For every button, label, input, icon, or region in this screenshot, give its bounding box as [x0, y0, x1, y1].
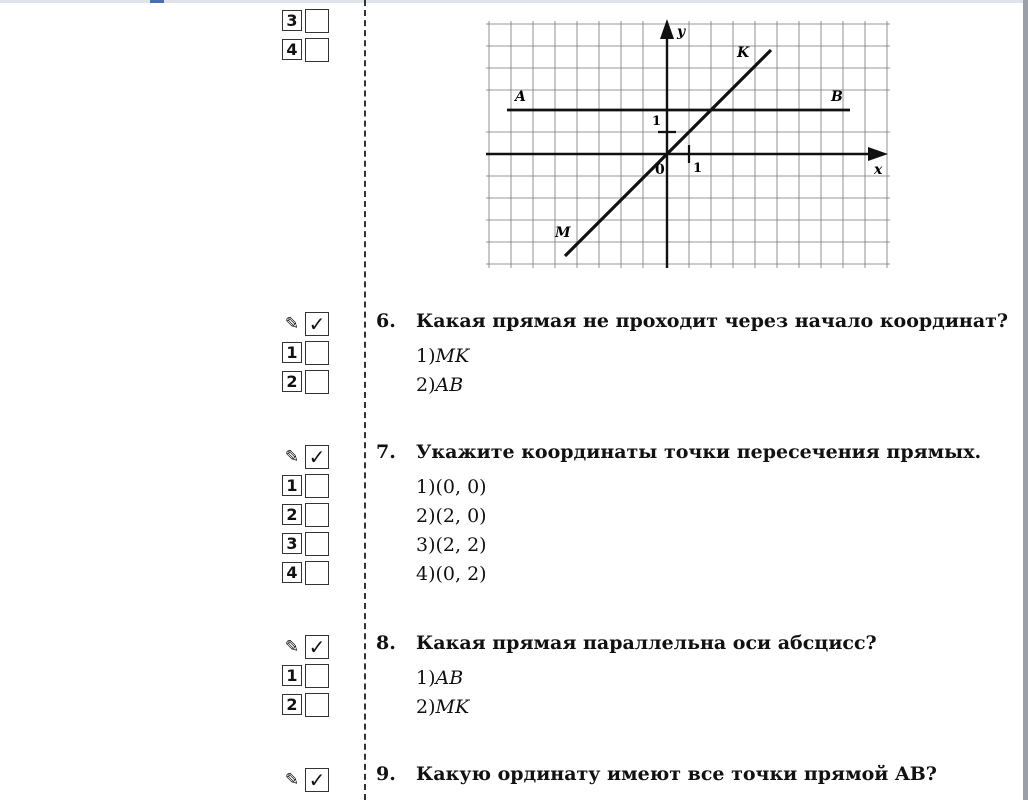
option-number-label: 2) — [416, 374, 436, 396]
answer-column-q6 — [282, 311, 329, 398]
viewer-tab-accent — [150, 0, 164, 3]
answer-column-q9 — [282, 767, 329, 796]
option-value: MK — [435, 345, 470, 367]
question-9 — [376, 763, 937, 785]
answer-box[interactable] — [305, 693, 329, 717]
answer-box[interactable] — [305, 474, 329, 498]
option-number: 1 — [282, 342, 302, 363]
option-value: MK — [435, 696, 470, 718]
option-item — [416, 664, 877, 693]
option-item — [416, 371, 1008, 400]
option-number: 4 — [282, 562, 302, 583]
option-number: 1 — [282, 665, 302, 686]
y-axis-arrow — [660, 19, 674, 39]
question-text: Какую ординату имеют все точки прямой AB? — [416, 763, 937, 785]
pen-icon: ✎ — [284, 769, 300, 790]
answer-header-row — [282, 311, 329, 336]
x-axis-label: x — [874, 162, 883, 178]
option-number-label: 2) — [416, 505, 436, 527]
answer-box[interactable] — [305, 532, 329, 556]
point-a-label: A — [515, 89, 526, 105]
question-text: Какая прямая не проходит через начало координат? — [416, 310, 1009, 332]
option-number: 4 — [282, 39, 302, 60]
question-7 — [376, 441, 981, 589]
option-value: (0, 2) — [435, 563, 487, 585]
point-k-label: K — [737, 45, 750, 61]
question-number: 9. — [376, 763, 396, 785]
question-text: Укажите координаты точки пересечения прямых. — [416, 441, 982, 463]
options-list — [416, 342, 1008, 400]
answer-row — [282, 502, 329, 527]
answer-box[interactable] — [305, 38, 329, 62]
answer-box[interactable] — [305, 503, 329, 527]
answer-column-q7 — [282, 444, 329, 589]
answer-row — [282, 692, 329, 717]
question-number: 7. — [376, 441, 396, 463]
option-value: (0, 0) — [435, 476, 487, 498]
checkmark-icon: ✓ — [305, 768, 329, 792]
y-axis-label: y — [677, 24, 686, 40]
answer-row — [282, 663, 329, 688]
option-number-label: 2) — [416, 696, 436, 718]
question-header — [376, 441, 981, 463]
answer-row — [282, 8, 329, 33]
option-item — [416, 560, 981, 589]
checkmark-icon: ✓ — [305, 635, 329, 659]
answer-box[interactable] — [305, 664, 329, 688]
x-unit-label: 1 — [693, 161, 703, 176]
answer-box[interactable] — [305, 9, 329, 33]
option-number-label: 1) — [416, 345, 436, 367]
question-6 — [376, 310, 1008, 400]
question-8 — [376, 632, 877, 722]
question-text: Какая прямая параллельна оси абсцисс? — [416, 632, 877, 654]
options-list — [416, 664, 877, 722]
option-number: 3 — [282, 10, 302, 31]
option-number-label: 1) — [416, 476, 436, 498]
answer-row — [282, 37, 329, 62]
viewer-scrollbar[interactable] — [1023, 0, 1028, 800]
option-item — [416, 502, 981, 531]
option-number: 3 — [282, 533, 302, 554]
answer-box[interactable] — [305, 561, 329, 585]
option-value: (2, 0) — [435, 505, 487, 527]
option-item — [416, 473, 981, 502]
question-header — [376, 763, 937, 785]
question-number: 8. — [376, 632, 396, 654]
option-number: 2 — [282, 694, 302, 715]
option-number: 2 — [282, 371, 302, 392]
answer-header-row — [282, 634, 329, 659]
question-header — [376, 310, 1008, 332]
answer-header-row — [282, 444, 329, 469]
question-number: 6. — [376, 310, 396, 332]
coordinate-graph — [482, 14, 894, 276]
pen-icon: ✎ — [284, 313, 300, 334]
cut-line — [364, 0, 366, 800]
point-b-label: B — [831, 89, 843, 105]
option-number: 2 — [282, 504, 302, 525]
option-item — [416, 693, 877, 722]
option-number-label: 1) — [416, 667, 436, 689]
option-value: AB — [435, 374, 464, 396]
pen-icon: ✎ — [284, 446, 300, 467]
option-item — [416, 342, 1008, 371]
answer-box[interactable] — [305, 370, 329, 394]
question-header — [376, 632, 877, 654]
grid-lines — [486, 21, 890, 268]
answer-column-q5 — [282, 8, 329, 66]
answer-box[interactable] — [305, 341, 329, 365]
answer-row — [282, 560, 329, 585]
viewer-top-bar — [0, 0, 1028, 3]
checkmark-icon: ✓ — [305, 312, 329, 336]
options-list — [416, 473, 981, 589]
answer-column-q8 — [282, 634, 329, 721]
origin-label: 0 — [655, 162, 665, 178]
answer-row — [282, 531, 329, 556]
answer-row — [282, 340, 329, 365]
option-number-label: 4) — [416, 563, 436, 585]
answer-header-row — [282, 767, 329, 792]
pen-icon: ✎ — [284, 636, 300, 657]
option-number: 1 — [282, 475, 302, 496]
point-m-label: M — [555, 225, 571, 241]
graph-svg — [482, 14, 894, 272]
option-item — [416, 531, 981, 560]
option-value: AB — [435, 667, 464, 689]
answer-row — [282, 369, 329, 394]
y-unit-label: 1 — [652, 114, 662, 129]
option-number-label: 3) — [416, 534, 436, 556]
x-axis-arrow — [868, 147, 888, 161]
checkmark-icon: ✓ — [305, 445, 329, 469]
option-value: (2, 2) — [435, 534, 487, 556]
answer-row — [282, 473, 329, 498]
